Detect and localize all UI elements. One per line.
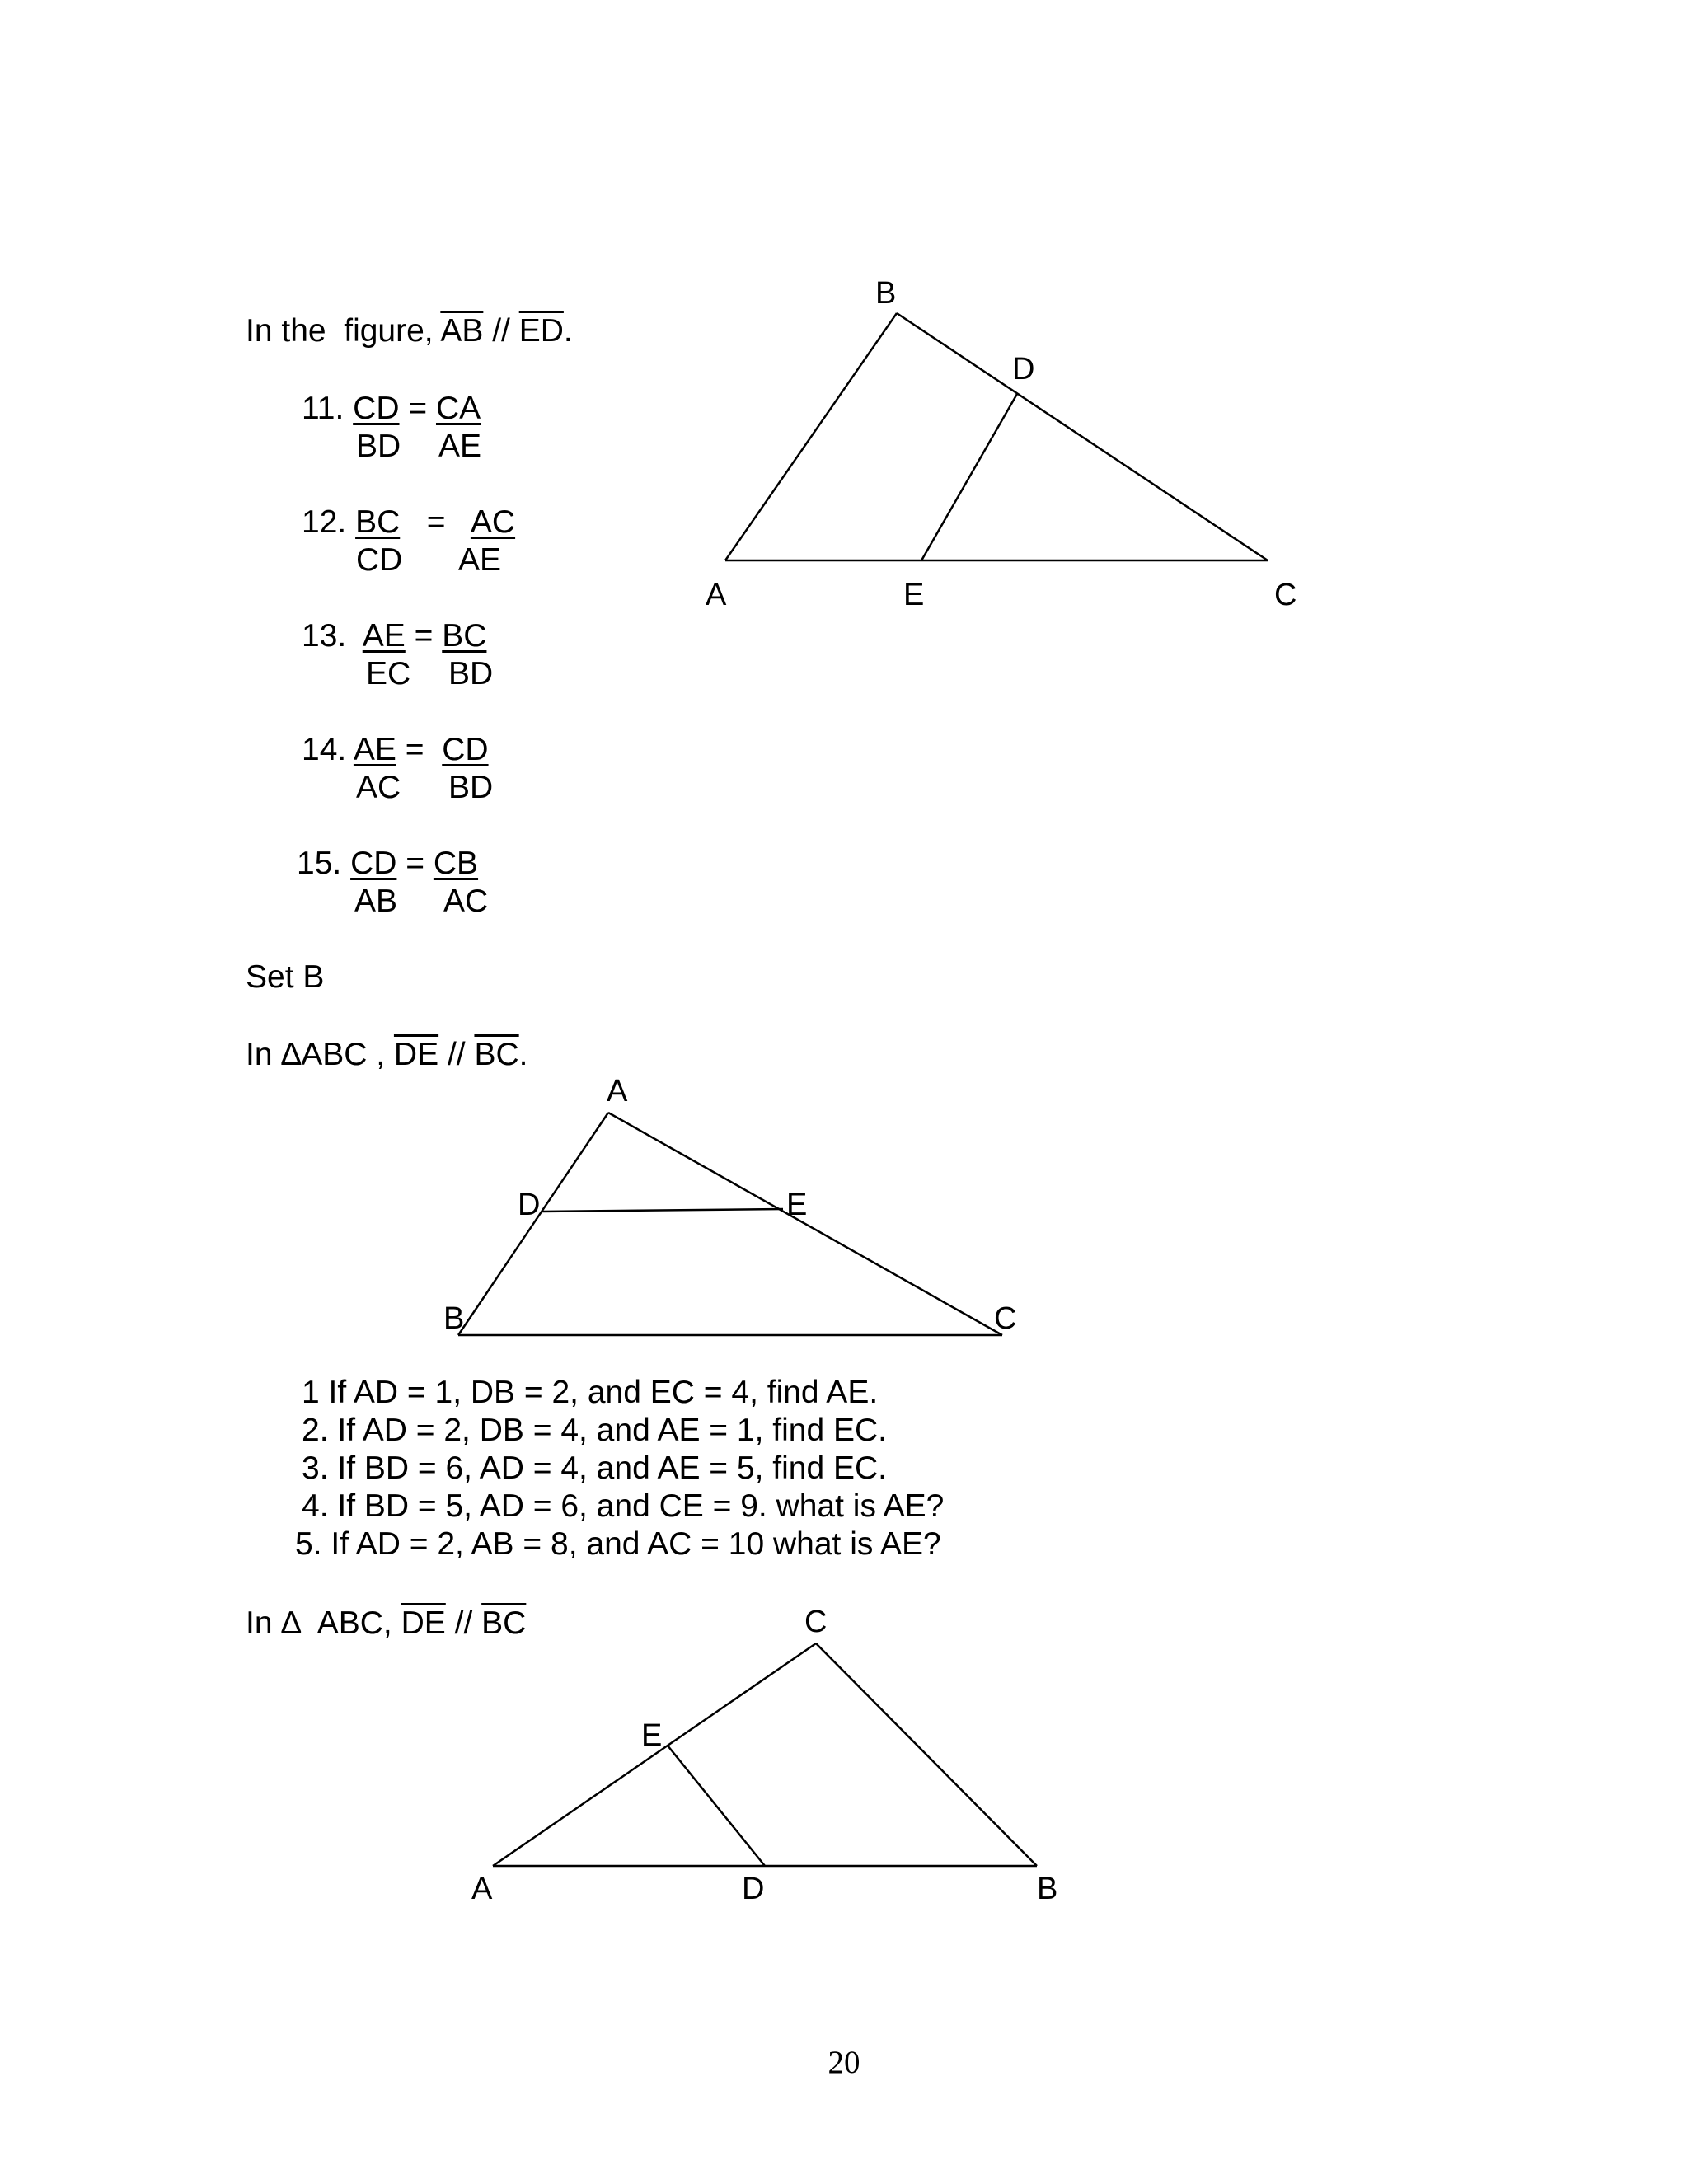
fig2-label-b: B	[443, 1301, 465, 1336]
fig3-label-b: B	[1037, 1872, 1058, 1906]
fig1-label-c: C	[1274, 578, 1297, 612]
segment-ab: $\overline{AB}$	[440, 313, 484, 349]
section3-intro: In ∆ ABC, $\overline{DE} // \overline{BC}$	[246, 1605, 527, 1641]
set-b-intro: In ∆ABC , $\overline{DE} // \overline{BC}$.	[246, 1037, 528, 1072]
fig3-label-d: D	[742, 1872, 765, 1906]
fig1-label-e: E	[903, 578, 925, 612]
set-b-title: Set B	[246, 959, 325, 995]
problem-13: 13. AE = BC EC BD	[302, 618, 494, 691]
fig3-label-e: E	[641, 1718, 663, 1753]
page-number: 20	[828, 2045, 860, 2080]
fig1-side-ab	[725, 313, 897, 560]
fig2-side-ab	[458, 1113, 608, 1335]
question-2: 2. If AD = 2, DB = 4, and AE = 1, find EC.	[302, 1413, 887, 1448]
problem-15: 15. CD = CB AB AC	[297, 846, 489, 919]
fig1-label-b: B	[875, 276, 897, 311]
section1-intro: In the figure, $\overline{AB} // \overline{ED}$.	[246, 313, 573, 349]
fig3-side-cb	[816, 1643, 1037, 1866]
question-4: 4. If BD = 5, AD = 6, and CE = 9. what is AE?	[302, 1488, 945, 1524]
fig2-label-c: C	[994, 1301, 1017, 1336]
fig3-label-a: A	[471, 1872, 493, 1906]
figure-2-triangle	[443, 1074, 1016, 1336]
segment-ed: $\overline{ED}$	[518, 313, 564, 349]
fig2-label-a: A	[607, 1074, 628, 1108]
fig1-side-bc	[897, 313, 1268, 560]
problem-12: 12. BC = AC CD AE	[302, 504, 516, 578]
question-5: 5. If AD = 2, AB = 8, and AC = 10 what is AE?	[295, 1526, 941, 1562]
question-1: 1 If AD = 1, DB = 2, and EC = 4, find AE.	[302, 1375, 879, 1410]
fig2-label-e: E	[786, 1188, 808, 1222]
fig2-label-d: D	[518, 1188, 541, 1222]
fig3-side-ac	[493, 1643, 816, 1866]
fig1-label-d: D	[1012, 352, 1035, 387]
segment-bc-2: $\overline{BC}$	[481, 1605, 527, 1641]
fig3-segment-ed	[668, 1746, 765, 1866]
intro-prefix: In the figure,	[246, 313, 441, 349]
figure-1-triangle	[706, 276, 1296, 612]
fig2-segment-de	[542, 1209, 783, 1212]
fig2-side-ac	[608, 1113, 1002, 1335]
figure-3-triangle	[471, 1605, 1057, 1906]
segment-bc: $\overline{BC}$	[474, 1037, 519, 1072]
problem-14: 14. AE = CD AC BD	[302, 732, 494, 805]
question-3: 3. If BD = 6, AD = 4, and AE = 5, find EC.	[302, 1451, 887, 1486]
segment-de: $\overline{DE}$	[393, 1037, 439, 1072]
segment-de-2: $\overline{DE}$	[401, 1605, 446, 1641]
fig3-label-c: C	[804, 1605, 828, 1639]
parallel-sign: //	[483, 313, 519, 349]
problem-11: 11. CD = CA BD AE	[302, 391, 482, 464]
fig1-label-a: A	[706, 578, 727, 612]
fig1-segment-ed	[921, 394, 1017, 560]
